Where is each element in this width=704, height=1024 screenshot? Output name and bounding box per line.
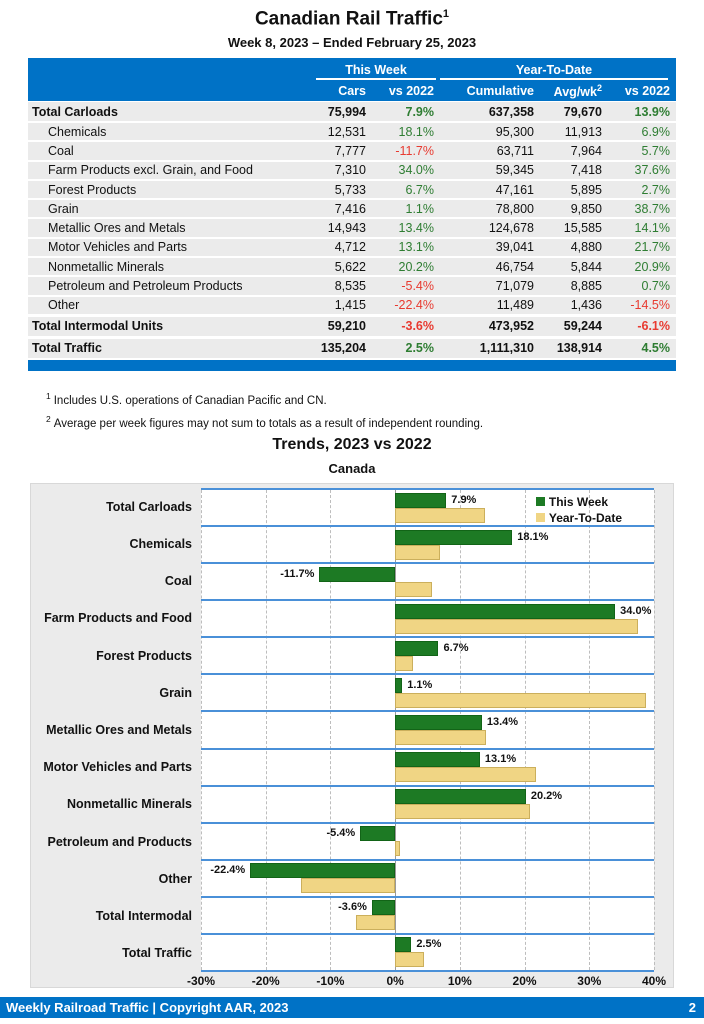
table-row: [28, 317, 676, 336]
cell-cars: 14,943: [327, 221, 366, 236]
chart-plot-area: [201, 488, 654, 972]
bar-year-to-date: [395, 619, 638, 634]
chart-category-label: Chemicals: [129, 536, 192, 551]
column-header-cumulative: Cumulative: [466, 84, 534, 98]
bar-year-to-date: [395, 804, 530, 819]
avg-wk-footnote-marker: 2: [596, 82, 602, 93]
table-header: [28, 58, 676, 101]
chart-bars: [201, 490, 654, 970]
cell-cars: 5,622: [334, 259, 366, 274]
cell-vs2022-ytd: 5.7%: [641, 143, 670, 158]
chart-category-labels: [31, 488, 201, 972]
row-label: Other: [48, 298, 80, 313]
row-label: Coal: [48, 143, 74, 158]
cell-vs2022-week: 13.1%: [398, 240, 434, 255]
bar-year-to-date: [395, 841, 400, 856]
table-row: [28, 297, 676, 314]
bar-year-to-date: [395, 952, 424, 967]
footnote: [46, 391, 483, 407]
row-label: Total Traffic: [32, 341, 102, 356]
chart-band: [201, 636, 654, 673]
chart-subtitle: Canada: [328, 461, 376, 476]
chart-band: [201, 599, 654, 636]
table-bottom-band: [28, 360, 676, 371]
row-label: Total Carloads: [32, 104, 118, 119]
cell-vs2022-ytd: 6.9%: [641, 124, 670, 139]
bar-data-label: 18.1%: [517, 530, 549, 543]
legend-swatch-year-to-date: [536, 513, 545, 522]
bar-this-week: [395, 789, 526, 804]
chart-category-label: Forest Products: [96, 648, 192, 663]
table-row: [28, 102, 676, 121]
chart-band: [201, 785, 654, 822]
bar-data-label: -22.4%: [210, 864, 246, 877]
cell-vs2022-ytd: 14.1%: [634, 221, 670, 236]
chart-category-label: Coal: [164, 574, 192, 589]
cell-vs2022-week: 34.0%: [398, 163, 434, 178]
cell-cumulative: 473,952: [488, 319, 534, 334]
chart-category-label: Motor Vehicles and Parts: [43, 760, 192, 775]
cell-cars: 75,994: [327, 104, 366, 119]
cell-vs2022-ytd: 38.7%: [634, 201, 670, 216]
footnotes: [46, 391, 483, 437]
cell-cars: 7,310: [334, 163, 366, 178]
cell-vs2022-week: 7.9%: [405, 104, 434, 119]
column-header-vs2022-week: vs 2022: [388, 84, 434, 98]
table-row: [28, 123, 676, 140]
cell-avg-wk: 7,418: [570, 163, 602, 178]
row-label: Grain: [48, 201, 79, 216]
bar-year-to-date: [356, 915, 395, 930]
table-row: [28, 200, 676, 217]
cell-vs2022-week: -22.4%: [394, 298, 434, 313]
legend-label-year-to-date: Year-To-Date: [548, 510, 622, 525]
bar-data-label: 1.1%: [407, 678, 433, 691]
table-row: [28, 181, 676, 198]
chart-category-label: Other: [158, 871, 192, 886]
chart-category-label: Farm Products and Food: [44, 611, 192, 626]
bar-this-week: [395, 641, 438, 656]
column-header-cars: Cars: [338, 84, 366, 98]
row-label: Farm Products excl. Grain, and Food: [48, 163, 253, 178]
chart-band: [201, 896, 654, 933]
chart-title: Trends, 2023 vs 2022: [272, 436, 432, 453]
cell-cumulative: 78,800: [495, 201, 534, 216]
cell-vs2022-ytd: 4.5%: [641, 341, 670, 356]
chart-category-label: Petroleum and Products: [47, 834, 192, 849]
cell-avg-wk: 79,670: [563, 104, 602, 119]
footnote-text: Average per week figures may not sum to totals as a result of independent rounding.: [53, 417, 484, 430]
bar-this-week: [395, 493, 446, 508]
table-row: [28, 162, 676, 179]
table-row: [28, 142, 676, 159]
group-header-year-to-date: Year-To-Date: [440, 63, 668, 80]
bar-year-to-date: [301, 878, 395, 893]
cell-vs2022-ytd: -14.5%: [630, 298, 670, 313]
cell-avg-wk: 5,844: [570, 259, 602, 274]
bar-data-label: 13.1%: [484, 753, 517, 766]
cell-cars: 8,535: [334, 279, 366, 294]
cell-avg-wk: 8,885: [570, 279, 602, 294]
bar-year-to-date: [395, 545, 440, 560]
table-row: [28, 258, 676, 275]
cell-cumulative: 46,754: [495, 259, 534, 274]
bar-this-week: [395, 678, 402, 693]
bar-this-week: [360, 826, 395, 841]
cell-cumulative: 47,161: [495, 182, 534, 197]
bar-this-week: [395, 752, 480, 767]
chart-x-axis: [186, 972, 667, 989]
chart-band: [201, 562, 654, 599]
cell-vs2022-ytd: 0.7%: [641, 279, 670, 294]
cell-vs2022-ytd: 20.9%: [634, 259, 670, 274]
bar-year-to-date: [395, 582, 432, 597]
rail-traffic-table: [28, 58, 676, 371]
bar-year-to-date: [395, 656, 412, 671]
legend-swatch-this-week: [536, 497, 545, 506]
cell-cars: 7,777: [334, 143, 366, 158]
cell-avg-wk: 59,244: [563, 319, 602, 334]
page-title: [0, 8, 704, 30]
cell-cars: 5,733: [334, 182, 366, 197]
chart-band: [201, 859, 654, 896]
cell-cars: 1,415: [334, 298, 366, 313]
row-label: Nonmetallic Minerals: [48, 259, 165, 274]
cell-cars: 59,210: [327, 319, 366, 334]
table-body: [28, 102, 676, 358]
chart-band: [201, 748, 654, 785]
cell-vs2022-week: -11.7%: [395, 143, 434, 158]
footnote-marker: 2: [46, 413, 51, 424]
cell-cumulative: 1,111,310: [479, 341, 534, 356]
row-label: Motor Vehicles and Parts: [48, 240, 187, 255]
bar-data-label: 2.5%: [416, 938, 442, 951]
cell-cars: 7,416: [334, 201, 366, 216]
cell-vs2022-ytd: 2.7%: [641, 182, 670, 197]
row-label: Chemicals: [48, 124, 107, 139]
bar-data-label: 13.4%: [486, 716, 519, 728]
legend-item-year-to-date: [536, 510, 622, 525]
row-label: Total Intermodal Units: [32, 319, 164, 334]
table-row: [28, 219, 676, 236]
page-title-text: Canadian Rail Traffic: [254, 8, 443, 30]
bar-year-to-date: [395, 508, 485, 523]
bar-this-week: [250, 863, 395, 878]
footer-text: Weekly Railroad Traffic | Copyright AAR, 2023: [6, 1000, 289, 1015]
chart-band: [201, 710, 654, 747]
table-row: [28, 339, 676, 358]
cell-avg-wk: 138,914: [556, 341, 602, 356]
x-axis-tick-label: 30%: [577, 974, 602, 988]
legend-item-this-week: [536, 494, 622, 509]
cell-vs2022-week: 6.7%: [405, 182, 434, 197]
cell-vs2022-week: -5.4%: [401, 279, 434, 294]
x-axis-tick-label: 10%: [447, 974, 472, 988]
cell-vs2022-week: 1.1%: [405, 201, 434, 216]
column-header-avg-wk: Avg/$wk^2$: [553, 82, 602, 100]
chart-band: [201, 525, 654, 562]
chart-category-label: Total Intermodal: [95, 909, 192, 924]
cell-cumulative: 11,489: [496, 298, 534, 313]
cell-cumulative: 63,711: [496, 143, 534, 158]
bar-data-label: 20.2%: [530, 790, 563, 803]
cell-cumulative: 59,345: [495, 163, 534, 178]
title-footnote-marker: 1: [442, 8, 450, 20]
cell-avg-wk: 1,436: [570, 298, 602, 313]
cell-vs2022-week: 18.1%: [398, 124, 434, 139]
cell-cumulative: 124,678: [488, 221, 534, 236]
chart-category-label: Total Carloads: [106, 499, 192, 514]
chart-band: [201, 673, 654, 710]
bar-data-label: 7.9%: [451, 493, 477, 506]
cell-vs2022-ytd: 21.7%: [634, 240, 670, 255]
cell-vs2022-ytd: -6.1%: [637, 319, 670, 334]
bar-this-week: [319, 567, 395, 582]
row-label: Petroleum and Petroleum Products: [48, 279, 243, 294]
bar-data-label: -11.7%: [280, 567, 315, 580]
cell-cumulative: 637,358: [488, 104, 534, 119]
chart-category-label: Total Traffic: [122, 946, 192, 961]
bar-this-week: [372, 900, 395, 915]
bar-this-week: [395, 604, 615, 619]
bar-this-week: [395, 715, 482, 730]
cell-vs2022-week: -3.6%: [401, 319, 434, 334]
cell-avg-wk: 4,880: [570, 240, 602, 255]
bar-data-label: 34.0%: [620, 604, 652, 617]
x-axis-tick-label: -10%: [316, 974, 345, 988]
cell-avg-wk: 5,895: [570, 182, 602, 197]
bar-data-label: -5.4%: [326, 827, 356, 840]
x-axis-tick-label: 40%: [641, 974, 667, 988]
cell-vs2022-ytd: 37.6%: [634, 163, 670, 178]
footnote-text: Includes U.S. operations of Canadian Pacific and CN.: [53, 394, 327, 407]
footer-page-number: 2: [688, 1000, 696, 1015]
cell-cumulative: 39,041: [495, 240, 534, 255]
gridline: [654, 490, 655, 970]
legend-label-this-week: This Week: [548, 494, 608, 509]
page-footer: [0, 997, 704, 1018]
cell-avg-wk: 15,585: [563, 221, 602, 236]
table-row: [28, 239, 676, 256]
footnote: [46, 414, 483, 430]
trends-bar-chart: [30, 483, 674, 988]
page-subtitle: Week 8, 2023 – Ended February 25, 2023: [227, 35, 477, 50]
bar-year-to-date: [395, 730, 486, 745]
cell-cars: 12,531: [327, 124, 366, 139]
cell-vs2022-week: 2.5%: [405, 341, 434, 356]
cell-cars: 4,712: [334, 240, 366, 255]
chart-category-label: Grain: [159, 685, 192, 700]
bar-year-to-date: [395, 767, 535, 782]
cell-cumulative: 95,300: [495, 124, 534, 139]
bar-data-label: -3.6%: [338, 901, 367, 914]
cell-avg-wk: 7,964: [570, 143, 602, 158]
chart-category-label: Metallic Ores and Metals: [46, 723, 192, 738]
x-axis-tick-label: 0%: [386, 974, 404, 988]
bar-data-label: 6.7%: [443, 641, 469, 654]
group-header-this-week: This Week: [316, 63, 436, 80]
cell-vs2022-ytd: 13.9%: [634, 104, 670, 119]
bar-year-to-date: [395, 693, 645, 708]
chart-band: [201, 933, 654, 970]
cell-avg-wk: 9,850: [570, 201, 602, 216]
chart-category-label: Nonmetallic Minerals: [66, 797, 192, 812]
x-axis-tick-label: -30%: [186, 974, 216, 988]
table-row: [28, 277, 676, 294]
cell-cars: 135,204: [320, 341, 366, 356]
chart-legend: [536, 494, 622, 526]
cell-avg-wk: 11,913: [564, 124, 602, 139]
row-label: Forest Products: [48, 182, 137, 197]
x-axis-tick-label: 20%: [512, 974, 537, 988]
chart-band: [201, 822, 654, 859]
cell-vs2022-week: 20.2%: [398, 259, 434, 274]
footnote-marker: 1: [46, 391, 51, 401]
column-header-vs2022-ytd: vs 2022: [624, 84, 670, 98]
row-label: Metallic Ores and Metals: [48, 221, 186, 236]
bar-this-week: [395, 530, 512, 545]
cell-cumulative: 71,079: [495, 279, 534, 294]
bar-this-week: [395, 937, 411, 952]
x-axis-tick-label: -20%: [251, 974, 280, 988]
cell-vs2022-week: 13.4%: [398, 221, 434, 236]
